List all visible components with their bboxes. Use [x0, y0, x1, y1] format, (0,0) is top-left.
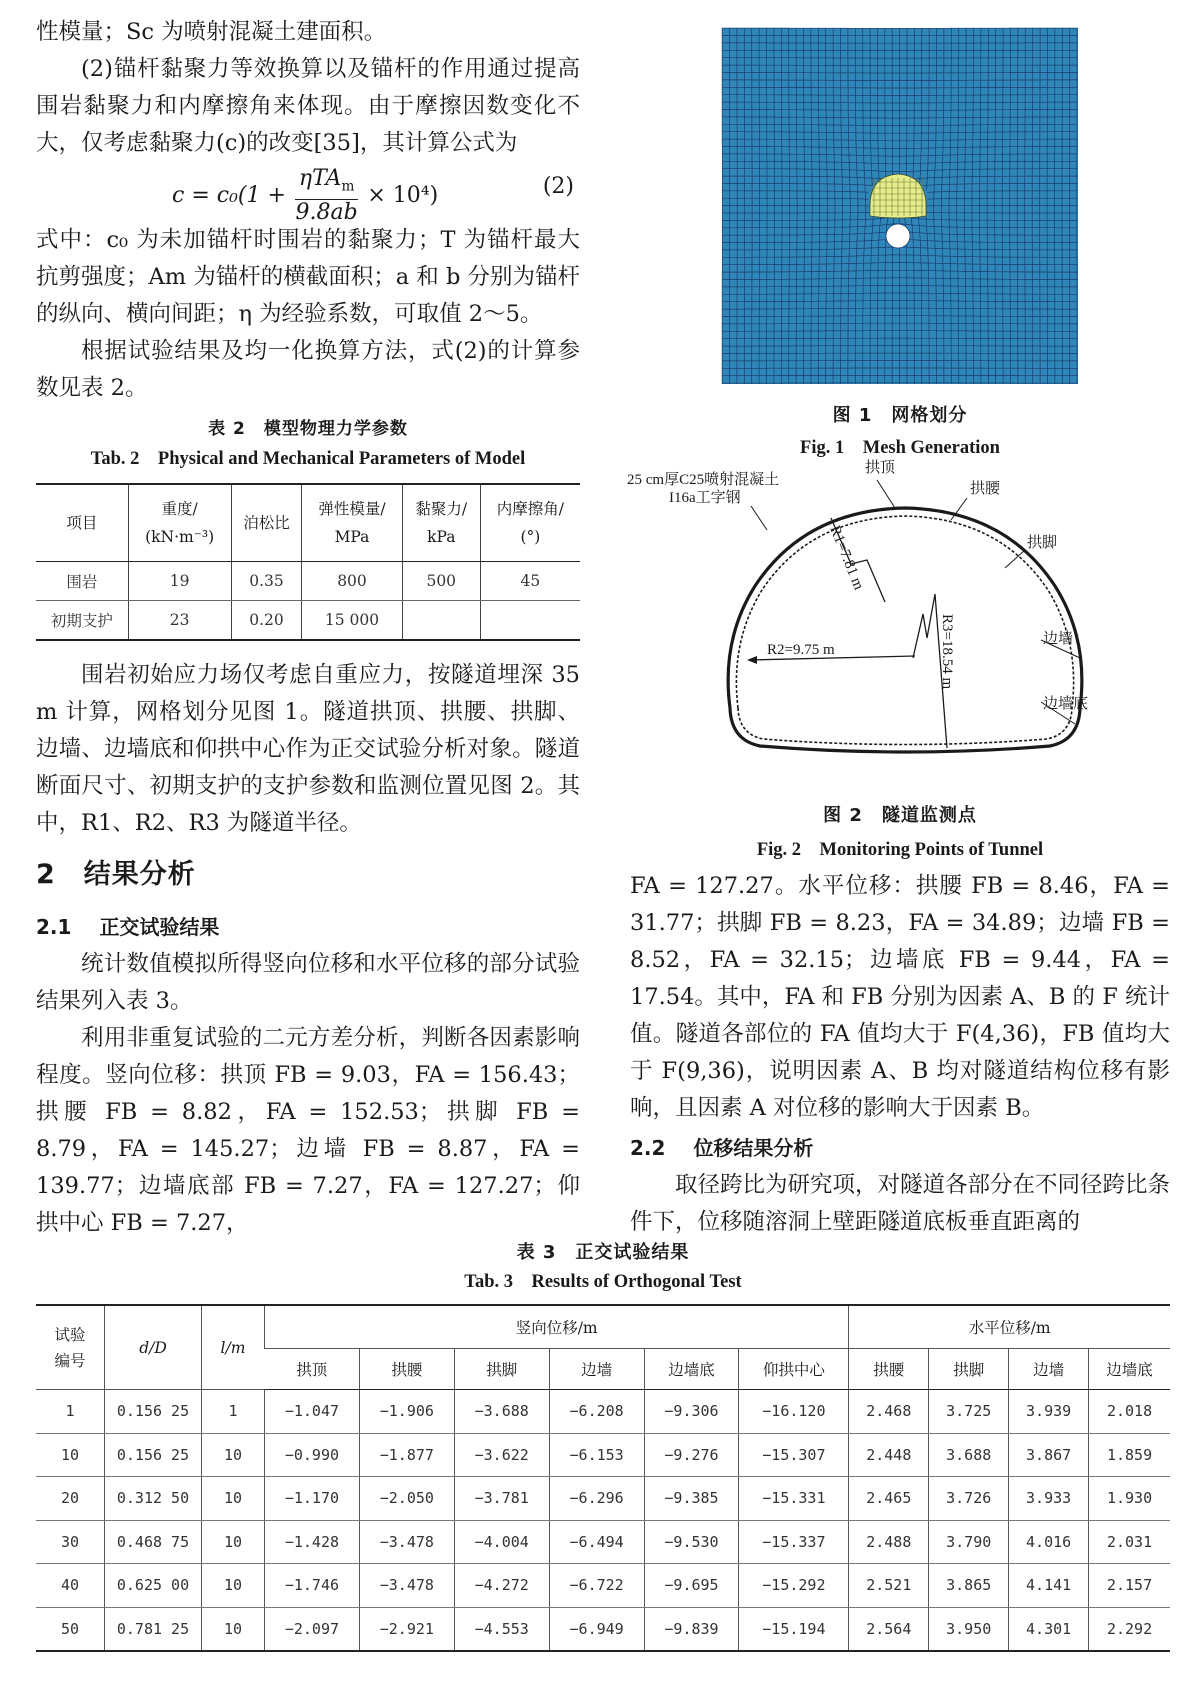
table2-cell: [402, 601, 480, 641]
table2-header-text: kPa: [427, 528, 456, 546]
label-sidewall: 边墙: [1043, 631, 1074, 647]
table3-cell: 0.781 25: [105, 1607, 202, 1651]
table3-cell: 0.312 50: [105, 1477, 202, 1521]
section-title: 结果分析: [83, 859, 196, 890]
table2-cell: 800: [302, 562, 402, 601]
table3-row: [36, 1520, 1170, 1564]
table3-cell: 1: [36, 1390, 105, 1434]
formula-denominator: 9.8ab: [295, 200, 358, 226]
fig2-caption-cn: 图 2 隧道监测点: [823, 805, 977, 826]
table3-cell: 4.141: [1009, 1564, 1089, 1608]
table3-cell: 2.521: [849, 1564, 929, 1608]
table3-block: [36, 1238, 1170, 1652]
table2-caption-en: Tab. 2 Physical and Mechanical Parameters of Model: [90, 449, 526, 469]
table2-header-text: 泊松比: [243, 514, 290, 532]
table3-cell: 50: [60, 1619, 80, 1638]
label-steel: I16a工字钢: [669, 490, 741, 506]
table3-cell: −3.781: [454, 1477, 549, 1521]
table3-row: [36, 1564, 1170, 1608]
paragraph-5: 统计数值模拟所得竖向位移和水平位移的部分试验结果列入表 3。: [36, 951, 580, 1014]
table2-caption-cn: 表 2 模型物理力学参数: [208, 419, 408, 439]
table2-row: [36, 562, 580, 601]
table2-cell: 0.35: [231, 562, 302, 601]
table3-cell: 4.016: [1009, 1520, 1089, 1564]
subsection-number: 2.1: [36, 915, 72, 939]
table3-cell: 3.688: [929, 1433, 1009, 1477]
paragraph-3: 根据试验结果及均一化换算方法，式(2)的计算参数见表 2。: [36, 338, 580, 401]
karst-cave-hole: [886, 224, 910, 248]
table3-head-no: 试验 编号: [36, 1305, 105, 1390]
label-crown: 拱顶: [865, 460, 896, 476]
table3-cell: −0.990: [265, 1433, 360, 1477]
table2-body: [36, 562, 580, 641]
table3-cell: −4.553: [454, 1607, 549, 1651]
table3-cell: 2.564: [849, 1607, 929, 1651]
formula-number: (2): [542, 174, 574, 199]
paragraph-8: 取径跨比为研究项，对隧道各部分在不同径跨比条件下，位移随溶洞上壁距隧道底板垂直距离的: [630, 1172, 1171, 1235]
table3-subhead-horizontal: 拱腰: [849, 1349, 929, 1390]
section-number: 2: [36, 859, 56, 890]
table3-cell: −15.292: [739, 1564, 849, 1608]
section-2-1-heading: [36, 908, 580, 946]
table3-subhead-vertical: 拱脚: [454, 1349, 549, 1390]
table2-header-row: [36, 484, 580, 562]
table3-cell: −9.385: [644, 1477, 739, 1521]
table2-header-text: (°): [520, 528, 541, 546]
table3-cell: 4.301: [1009, 1607, 1089, 1651]
table3-cell: −4.272: [454, 1564, 549, 1608]
subsection-title: 正交试验结果: [99, 915, 220, 939]
table3-cell: −9.306: [644, 1390, 739, 1434]
table2-header-text: MPa: [334, 528, 370, 546]
table3-cell: 30: [36, 1520, 105, 1564]
table3-cell: 3.950: [929, 1607, 1009, 1651]
table-3: [36, 1304, 1170, 1652]
table3-cell: 1.859: [1089, 1433, 1170, 1477]
table3-cell: −16.120: [739, 1390, 849, 1434]
label-r1: R1=7.81 m: [826, 523, 867, 593]
paragraph-2: 式中：c₀ 为未加锚杆时围岩的黏聚力；T 为锚杆最大抗剪强度；Am 为锚杆的横截面积；a 和 b 分别为锚杆的纵向、横向间距；η 为经验系数，可取值 2～5。: [36, 227, 581, 327]
table3-cell: −6.722: [549, 1564, 644, 1608]
label-r2: R2=9.75 m: [767, 642, 835, 658]
table3-cell: −9.839: [644, 1607, 739, 1651]
table3-cell: 2.018: [1089, 1390, 1170, 1434]
table3-cell: −2.050: [359, 1477, 454, 1521]
table3-cell: −9.276: [644, 1433, 739, 1477]
table3-cell: −4.004: [454, 1520, 549, 1564]
table2-row: [36, 601, 580, 641]
subsection-number: 2.2: [630, 1136, 666, 1160]
table3-cell: 1.930: [1089, 1477, 1170, 1521]
table2-header-text: 重度/: [161, 500, 198, 518]
table2-cell: 19: [128, 562, 231, 601]
table2-cell: 23: [128, 601, 231, 641]
table2-header-cell: [302, 484, 402, 562]
table3-cell: 0.156 25: [105, 1433, 202, 1477]
table3-header-group-row: [36, 1305, 1170, 1349]
formula-rhs: × 10⁴): [367, 183, 439, 209]
table3-cell: −6.494: [549, 1520, 644, 1564]
table3-cell: 3.939: [1009, 1390, 1089, 1434]
table3-cell: 2.157: [1089, 1564, 1170, 1608]
table3-cell: 3.790: [929, 1520, 1009, 1564]
table3-cell: 10: [36, 1433, 105, 1477]
table2-header-text: 弹性模量/: [318, 500, 386, 518]
table3-cell: −3.478: [359, 1564, 454, 1608]
table3-cell: −15.307: [739, 1433, 849, 1477]
table3-cell: −1.877: [359, 1433, 454, 1477]
table2-header-cell: [128, 484, 231, 562]
table3-head-l: l/m: [202, 1305, 265, 1390]
table3-cell: 1: [202, 1390, 265, 1434]
table3-cell: −1.428: [265, 1520, 360, 1564]
table3-cell: 3.933: [1009, 1477, 1089, 1521]
table3-cell: −1.906: [359, 1390, 454, 1434]
table3-cell: −15.194: [739, 1607, 849, 1651]
fig1-caption-en: Fig. 1 Mesh Generation: [800, 438, 1000, 458]
table2-cell: 0.20: [231, 601, 302, 641]
table3-cell: −3.622: [454, 1433, 549, 1477]
table3-cell: −3.478: [359, 1520, 454, 1564]
table3-cell: −15.331: [739, 1477, 849, 1521]
table3-cell: 3.725: [929, 1390, 1009, 1434]
table3-cell: −3.688: [454, 1390, 549, 1434]
table2-header-cell: [402, 484, 480, 562]
table3-cell: 10: [202, 1607, 265, 1651]
table2-header-text: 黏聚力/: [415, 500, 468, 518]
table2-header-cell: [231, 484, 302, 562]
table3-cell: 2.468: [849, 1390, 929, 1434]
table3-cell: −9.695: [644, 1564, 739, 1608]
table3-subhead-horizontal: 边墙底: [1089, 1349, 1170, 1390]
table3-head-horizontal: 水平位移/m: [849, 1305, 1170, 1349]
paragraph-4: 围岩初始应力场仅考虑自重应力，按隧道埋深 35 m 计算，网格划分见图 1。隧道拱顶、拱腰、拱脚、边墙、边墙底和仰拱中心作为正交试验分析对象。隧道断面尺寸、初期支护的支护参数和监测位置见图 2。其中，R1、R2、R3 为隧道半径。: [36, 662, 580, 836]
paragraph-6: 利用非重复试验的二元方差分析，判断各因素影响程度。竖向位移：拱顶 FB = 9.03，FA = 156.43；拱腰 FB = 8.82，FA = 152.53；拱脚 FB = 8.79，FA = 145.27；边墙 FB = 8.87，FA = 139.77；边墙底部 FB = 7.27，FA = 127.27；仰拱中心 FB = 7.27，: [36, 1025, 580, 1236]
table3-subhead-vertical: 拱腰: [359, 1349, 454, 1390]
table2-header-text: 内摩擦角/: [496, 500, 565, 518]
table2-header-text: (kN·m⁻³): [145, 528, 215, 546]
table2-header-cell: [480, 484, 580, 562]
table3-subhead-vertical: 边墙底: [644, 1349, 739, 1390]
table3-cell: −2.921: [359, 1607, 454, 1651]
table3-row: [36, 1390, 1170, 1434]
table3-cell: 2.292: [1089, 1607, 1170, 1651]
formula-numerator-sub: m: [341, 178, 355, 195]
right-column-text: [630, 868, 1170, 1241]
left-column: [36, 14, 580, 1242]
table2-cell: 15 000: [302, 601, 402, 641]
table3-head-dD: d/D: [105, 1305, 202, 1390]
table2-cell: 围岩: [36, 562, 128, 601]
paragraph-0: 性模量；Sc 为喷射混凝土建面积。: [36, 19, 387, 45]
table3-cell: −1.170: [265, 1477, 360, 1521]
fig2-caption-en: Fig. 2 Monitoring Points of Tunnel: [756, 840, 1044, 860]
table3-row: [36, 1477, 1170, 1521]
table2-header-text: 项目: [66, 514, 98, 532]
table3-row: [36, 1433, 1170, 1477]
table2-cell: [480, 601, 580, 641]
table3-cell: 0.625 00: [105, 1564, 202, 1608]
table3-cell: −9.530: [644, 1520, 739, 1564]
formula-2: [36, 166, 580, 226]
table3-subhead-horizontal: 拱脚: [929, 1349, 1009, 1390]
table3-cell: −6.153: [549, 1433, 644, 1477]
label-haunch: 拱腰: [970, 481, 1001, 497]
table3-row: [36, 1607, 1170, 1651]
label-lining: 25 cm厚C25喷射混凝土: [627, 472, 780, 488]
section-2-2-heading: [630, 1129, 1170, 1167]
table3-cell: 3.726: [929, 1477, 1009, 1521]
table3-cell: −6.296: [549, 1477, 644, 1521]
table3-cell: 40: [36, 1564, 105, 1608]
table3-cell: 2.488: [849, 1520, 929, 1564]
table3-cell: 3.865: [929, 1564, 1009, 1608]
table3-head-vertical: 竖向位移/m: [265, 1305, 849, 1349]
table3-caption-en: Tab. 3 Results of Orthogonal Test: [464, 1272, 742, 1292]
tunnel-section-figure: [627, 460, 1155, 800]
formula-lhs: c = c₀(1 +: [172, 183, 286, 209]
table3-cell: −2.097: [265, 1607, 360, 1651]
table2-cell: 500: [402, 562, 480, 601]
label-sidewall-bottom: 边墙底: [1043, 696, 1089, 712]
table-2: [36, 483, 580, 641]
subsection-title: 位移结果分析: [693, 1136, 814, 1160]
table2-cell: 初期支护: [50, 612, 113, 630]
table3-cell: 2.448: [849, 1433, 929, 1477]
table3-cell: 0.156 25: [105, 1390, 202, 1434]
table3-cell: 3.867: [1009, 1433, 1089, 1477]
mesh-figure: [722, 28, 1078, 384]
table3-caption-cn: 表 3 正交试验结果: [516, 1242, 690, 1263]
table3-cell: −15.337: [739, 1520, 849, 1564]
table3-subhead-vertical: 拱顶: [265, 1349, 360, 1390]
formula-body: [172, 166, 438, 226]
formula-numerator: ηTA: [298, 166, 342, 191]
table3-cell: 10: [202, 1520, 265, 1564]
table3-cell: 10: [202, 1477, 265, 1521]
label-r3: R3=18.54 m: [939, 614, 955, 690]
table2-cell: 45: [480, 562, 580, 601]
table3-cell: −6.949: [549, 1607, 644, 1651]
table3-subhead-horizontal: 边墙: [1009, 1349, 1089, 1390]
table3-cell: 10: [202, 1433, 265, 1477]
table3-cell: −6.208: [549, 1390, 644, 1434]
formula-fraction: [295, 166, 358, 226]
fig1-caption-cn: 图 1 网格划分: [832, 405, 968, 426]
label-arch-foot: 拱脚: [1027, 535, 1058, 551]
table3-cell: 20: [36, 1477, 105, 1521]
paragraph-7: FA = 127.27。水平位移：拱腰 FB = 8.46，FA = 31.77；拱脚 FB = 8.23，FA = 34.89；边墙 FB = 8.52，FA = 32.15；边墙底 FB = 9.44，FA = 17.54。其中，FA 和 FB 分别为因素 A、B 的 F 统计值。隧道各部位的 FA 值均大于 F(4,36)，FB 值均大于 F(9,36)，说明因素 A、B 均对隧道结构位移有影响，且因素 A 对位移的影响大于因素 B。: [630, 873, 1170, 1121]
table3-body: [36, 1390, 1170, 1652]
table3-cell: −1.047: [265, 1390, 360, 1434]
table3-subhead-vertical: 仰拱中心: [739, 1349, 849, 1390]
table2-header-cell: [36, 484, 128, 562]
section-2-heading: [36, 850, 580, 900]
table3-cell: 0.468 75: [105, 1520, 202, 1564]
table3-cell: 2.031: [1089, 1520, 1170, 1564]
table3-cell: −1.746: [265, 1564, 360, 1608]
table3-cell: 2.465: [849, 1477, 929, 1521]
paragraph-1: (2)锚杆黏聚力等效换算以及锚杆的作用通过提高围岩黏聚力和内摩擦角来体现。由于摩擦因数变化不大，仅考虑黏聚力(c)的改变[35]，其计算公式为: [36, 56, 580, 156]
table3-subhead-vertical: 边墙: [549, 1349, 644, 1390]
table3-cell: 10: [202, 1564, 265, 1608]
